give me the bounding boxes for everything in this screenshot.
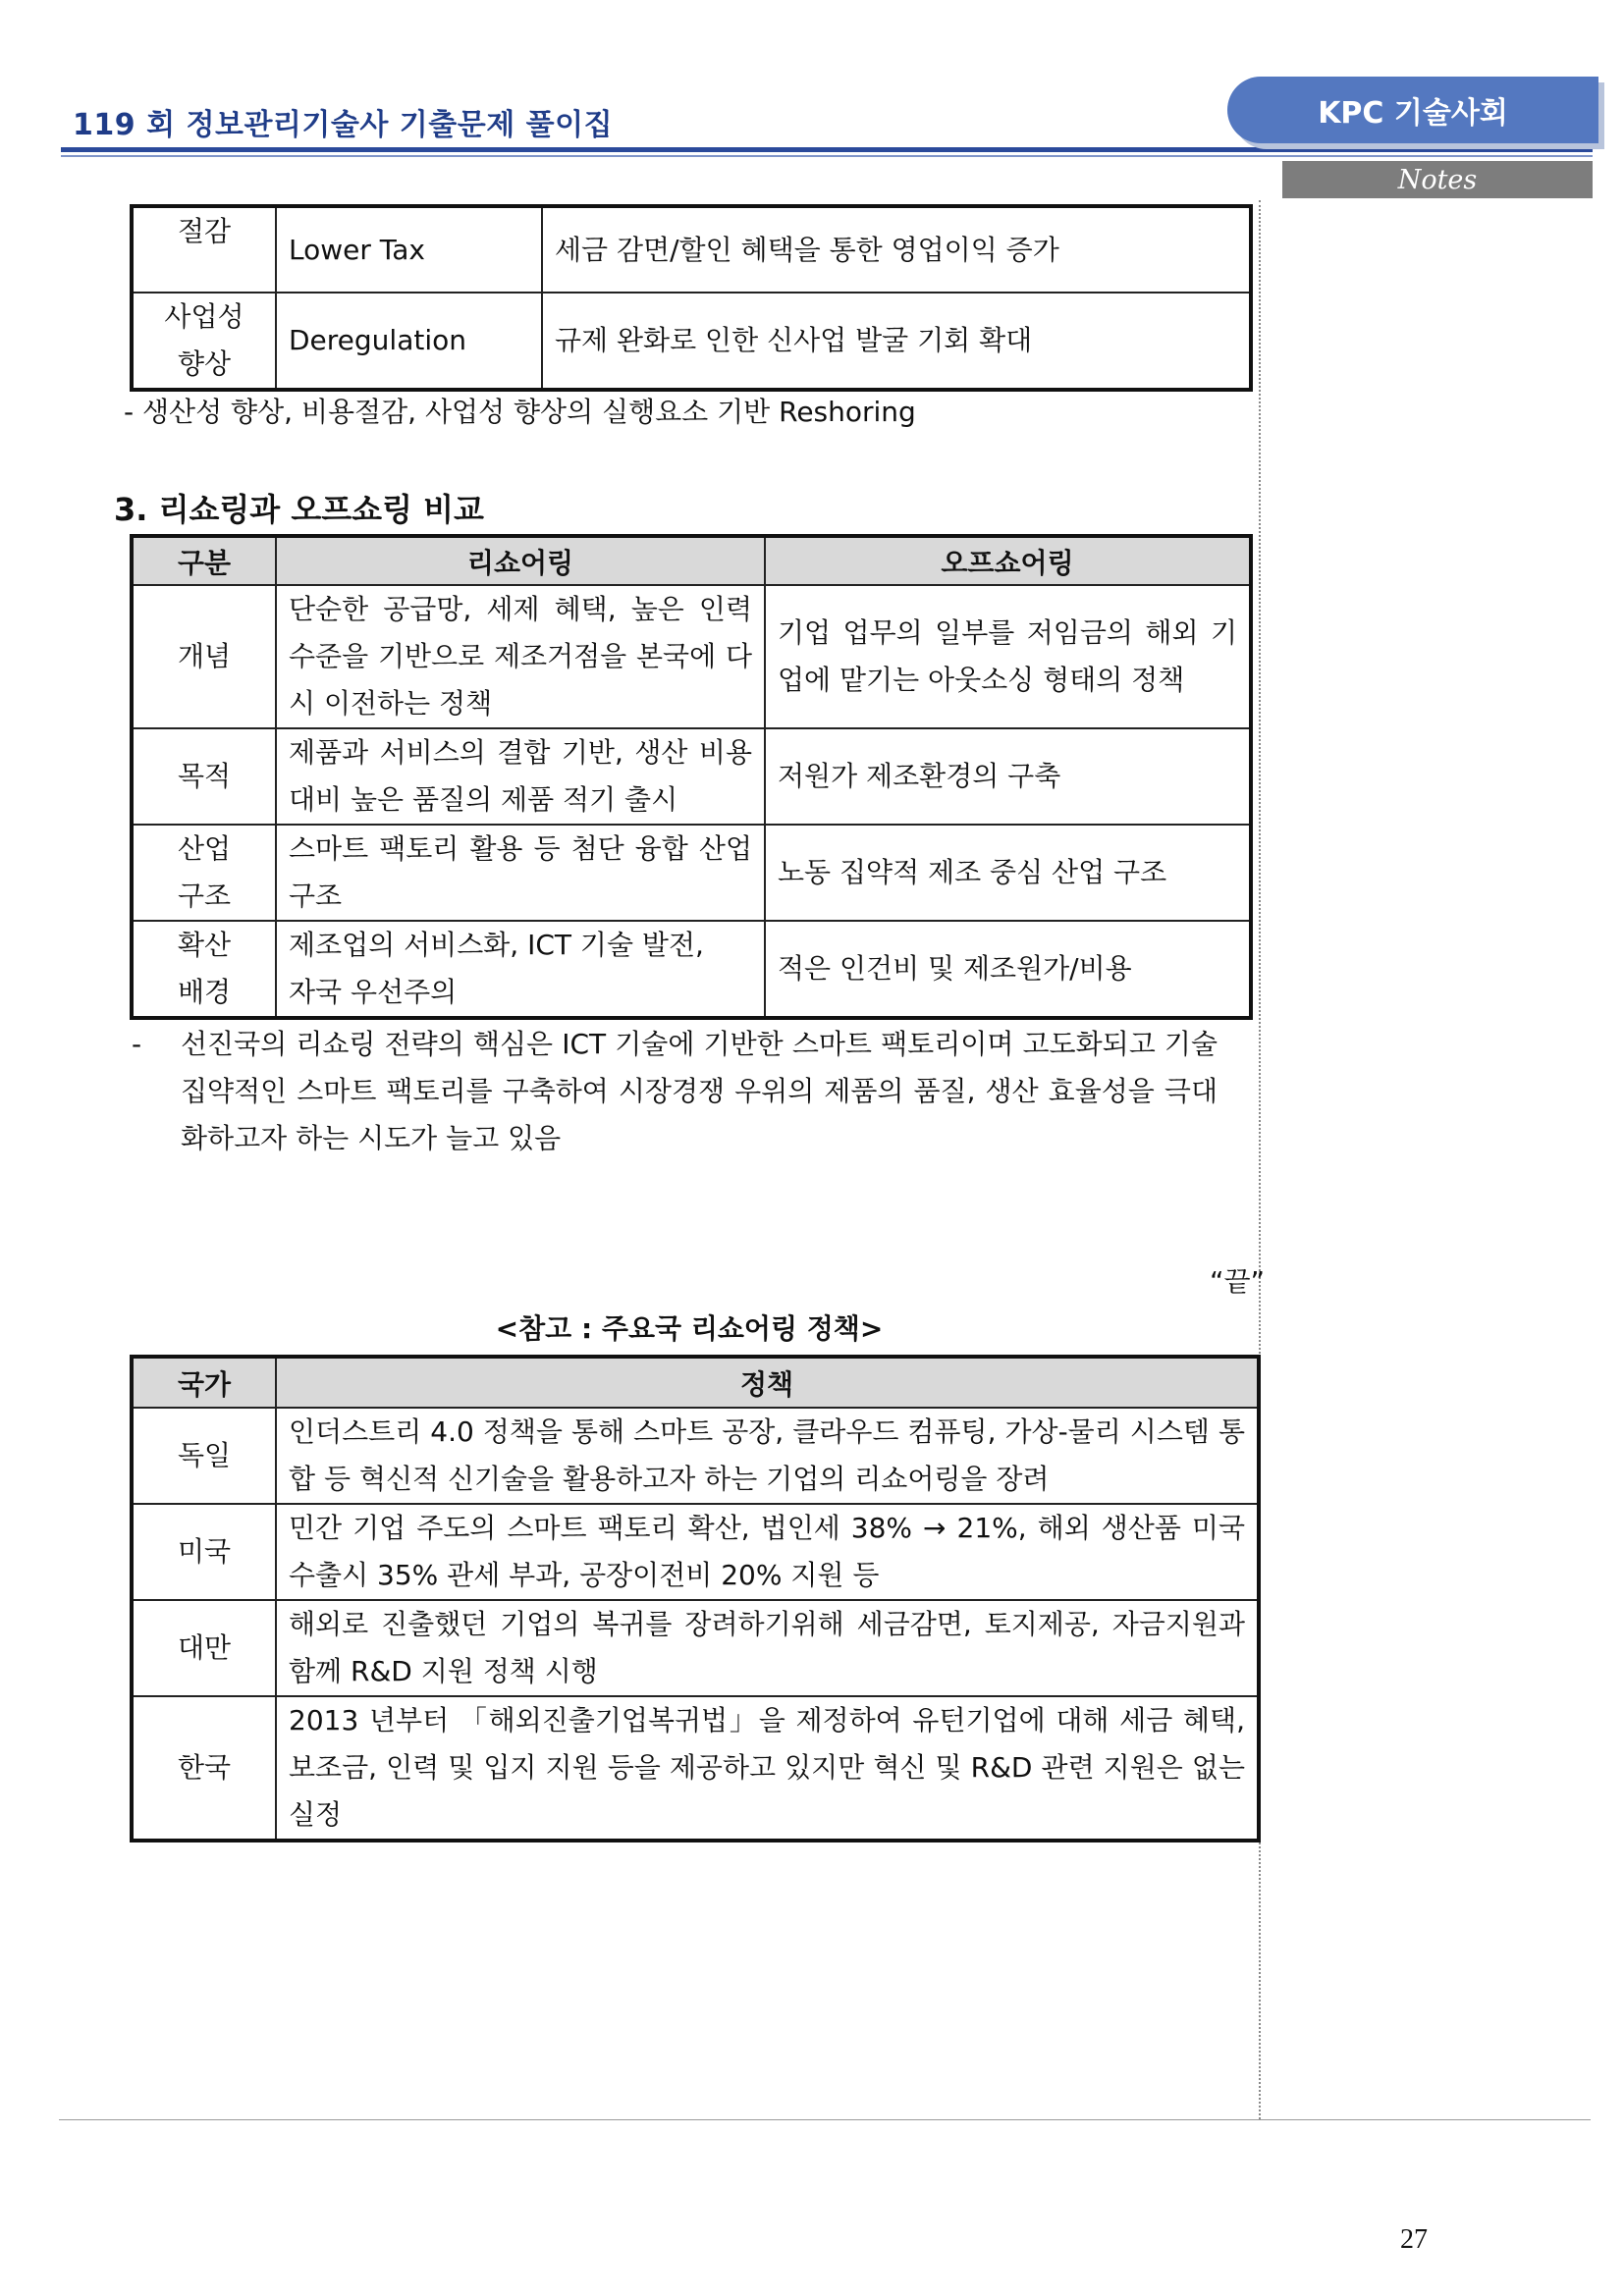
reshoring-cell	[276, 921, 765, 1018]
reshoring-cell: 스마트 팩토리 활용 등 첨단 융합 산업구조	[276, 825, 765, 921]
page-header-title: 119 회 정보관리기술사 기출문제 풀이집	[73, 108, 614, 142]
comparison-table	[130, 534, 1253, 1020]
policy-cell: 해외로 진출했던 기업의 복귀를 장려하기위해 세금감면, 토지제공, 자금지원과 함께 R&D 지원 정책 시행	[276, 1600, 1259, 1696]
strategy-note: 선진국의 리쇼링 전략의 핵심은 ICT 기술에 기반한 스마트 팩토리이며 고도화되고 기술 집약적인 스마트 팩토리를 구축하여 시장경쟁 우위의 제품의 품질, 생산 효율성을 극대화하고자 하는 시도가 늘고 있음	[181, 1028, 1218, 1154]
offshoring-cell: 노동 집약적 제조 중심 산업 구조	[765, 825, 1251, 921]
publisher-badge: KPC 기술사회	[1227, 77, 1598, 143]
table-row	[132, 921, 1251, 1018]
bullet-dash: -	[132, 1028, 142, 1060]
offshoring-cell: 기업 업무의 일부를 저임금의 해외 기업에 맡기는 아웃소싱 형태의 정책	[765, 585, 1251, 728]
row-label	[132, 921, 276, 1018]
offshoring-cell: 저원가 제조환경의 구축	[765, 728, 1251, 825]
reshoring-cell: 제품과 서비스의 결합 기반, 생산 비용 대비 높은 품질의 제품 적기 출시	[276, 728, 765, 825]
table-row	[132, 1408, 1259, 1504]
reference-caption: <참고 : 주요국 리쇼어링 정책>	[495, 1312, 884, 1345]
table-row	[132, 825, 1251, 921]
offshoring-cell: 적은 인건비 및 제조원가/비용	[765, 921, 1251, 1018]
reshoring-line: 제조업의 서비스화, ICT 기술 발전,	[289, 929, 704, 961]
policy-cell: 2013 년부터 「해외진출기업복귀법」을 제정하여 유턴기업에 대해 세금 혜택, 보조금, 인력 및 입지 지원 등을 제공하고 있지만 혁신 및 R&D 관련 지원은 없는 실정	[276, 1696, 1259, 1841]
row-label-line: 확산	[177, 929, 232, 961]
row-label-line: 산업	[177, 832, 232, 865]
category-cell: 절감	[132, 206, 276, 293]
category-line: 사업성	[164, 300, 244, 333]
table-row	[132, 585, 1251, 728]
english-cell: Deregulation	[276, 293, 542, 390]
table-row	[132, 1504, 1259, 1600]
reshoring-line: 자국 우선주의	[289, 976, 458, 1008]
notes-label: Notes	[1282, 161, 1593, 198]
column-header: 리쇼어링	[276, 536, 765, 585]
footer-rule	[59, 2119, 1591, 2120]
country-cell: 대만	[132, 1600, 276, 1696]
country-cell: 독일	[132, 1408, 276, 1504]
row-label-line: 구조	[177, 880, 232, 912]
category-cell	[132, 293, 276, 390]
table-header-row	[132, 1357, 1259, 1408]
end-mark: “끝”	[1210, 1265, 1266, 1298]
category-line: 향상	[177, 347, 232, 380]
page-number: 27	[1400, 2224, 1428, 2255]
table-row	[132, 1696, 1259, 1841]
row-label	[132, 825, 276, 921]
section-heading: 3. 리쇼링과 오프쇼링 비교	[114, 491, 484, 528]
row-label: 목적	[132, 728, 276, 825]
policy-cell: 민간 기업 주도의 스마트 팩토리 확산, 법인세 38% → 21%, 해외 생산품 미국 수출시 35% 관세 부과, 공장이전비 20% 지원 등	[276, 1504, 1259, 1600]
reshoring-cell: 단순한 공급망, 세제 혜택, 높은 인력 수준을 기반으로 제조거점을 본국에 다시 이전하는 정책	[276, 585, 765, 728]
country-cell: 미국	[132, 1504, 276, 1600]
description-cell: 세금 감면/할인 혜택을 통한 영업이익 증가	[542, 206, 1251, 293]
column-header: 구분	[132, 536, 276, 585]
reference-policy-table	[130, 1355, 1261, 1842]
table-row	[132, 1600, 1259, 1696]
header-rule-thin	[61, 155, 1593, 157]
summary-note: - 생산성 향상, 비용절감, 사업성 향상의 실행요소 기반 Reshoring	[124, 396, 916, 428]
description-cell: 규제 완화로 인한 신사업 발굴 기회 확대	[542, 293, 1251, 390]
row-label: 개념	[132, 585, 276, 728]
table-row	[132, 293, 1251, 390]
table-row	[132, 728, 1251, 825]
column-header: 정책	[276, 1357, 1259, 1408]
column-header: 오프쇼어링	[765, 536, 1251, 585]
table-row	[132, 206, 1251, 293]
benefits-table	[130, 204, 1253, 392]
header-rule	[61, 147, 1593, 152]
column-header: 국가	[132, 1357, 276, 1408]
country-cell: 한국	[132, 1696, 276, 1841]
policy-cell: 인더스트리 4.0 정책을 통해 스마트 공장, 클라우드 컴퓨팅, 가상-물리 시스템 통합 등 혁신적 신기술을 활용하고자 하는 기업의 리쇼어링을 장려	[276, 1408, 1259, 1504]
english-cell: Lower Tax	[276, 206, 542, 293]
table-header-row	[132, 536, 1251, 585]
row-label-line: 배경	[177, 976, 232, 1008]
